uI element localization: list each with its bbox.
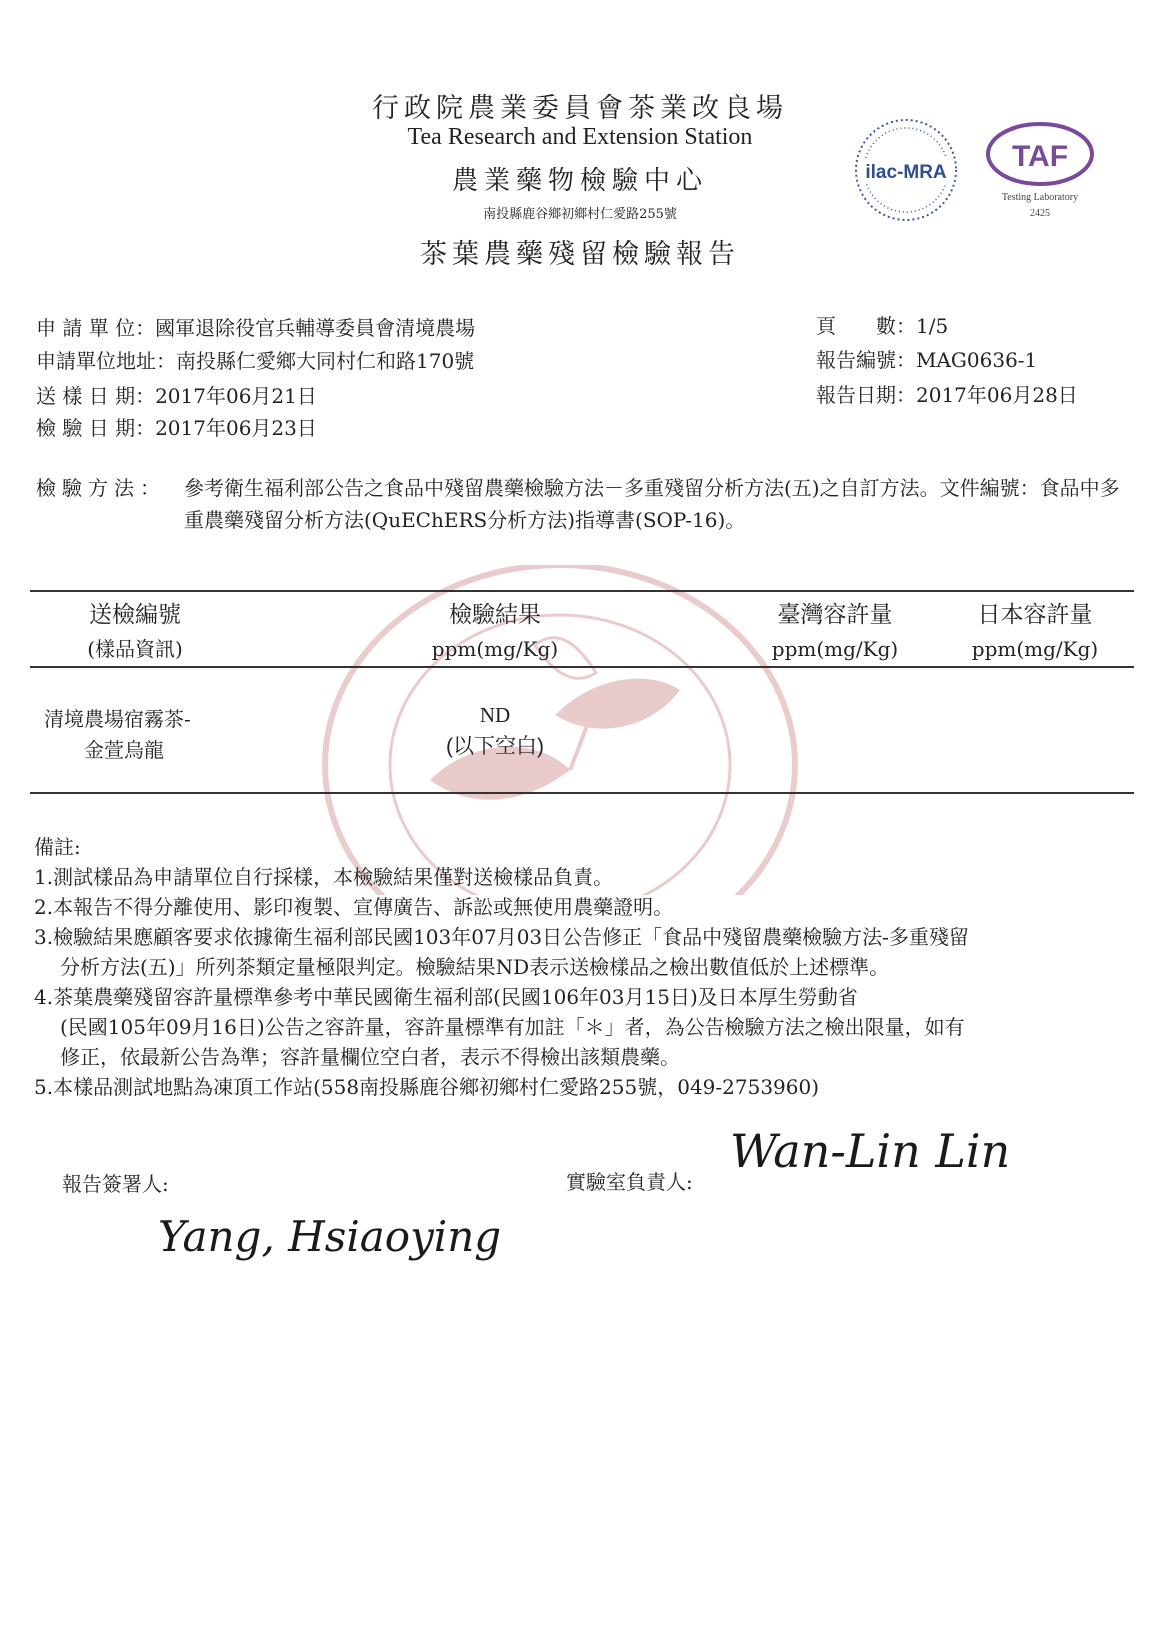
note-item: 分析方法(五)」所列茶類定量極限判定。檢驗結果ND表示送檢樣品之檢出數值低於上述標準。 xyxy=(60,955,890,979)
pages-value: 1/5 xyxy=(916,314,949,338)
sent-date-value: 2017年06月21日 xyxy=(155,384,317,408)
table-top-rule xyxy=(30,590,1134,592)
organization-name-en: Tea Research and Extension Station xyxy=(407,124,753,150)
note-item: 3.檢驗結果應顧客要求依據衛生福利部民國103年07月03日公告修正「食品中殘留農藥檢驗方法-多重殘留 xyxy=(34,925,969,949)
report-signer-label: 報告簽署人: xyxy=(62,1172,169,1196)
lab-head-label: 實驗室負責人: xyxy=(566,1170,693,1194)
col-header-japan-sub: ppm(mg/Kg) xyxy=(971,637,1099,661)
test-date-row xyxy=(36,412,317,441)
report-number-label: 報告編號： xyxy=(816,348,916,372)
result-value: ND xyxy=(479,703,511,727)
notes-section xyxy=(34,832,969,1102)
note-item: 1.測試樣品為申請單位自行採樣，本檢驗結果僅對送檢樣品負責。 xyxy=(34,865,614,889)
col-header-result xyxy=(400,598,590,666)
sample-name-line2: 金萱烏龍 xyxy=(84,738,164,762)
applicant-address-row xyxy=(36,345,474,374)
taf-logo-text: TAF xyxy=(1011,140,1069,173)
col-header-sample-sub: (樣品資訊) xyxy=(87,637,183,661)
blank-below-note: (以下空白) xyxy=(446,735,544,758)
note-item: (民國105年09月16日)公告之容許量，容許量標準有加註「＊」者，為公告檢驗方法之檢出限量，如有 xyxy=(60,1015,965,1039)
applicant-address-value: 南投縣仁愛鄉大同村仁和路170號 xyxy=(176,349,475,373)
inspection-center-name: 農業藥物檢驗中心 xyxy=(451,166,708,196)
applicant-value: 國軍退除役官兵輔導委員會清境農場 xyxy=(155,316,476,340)
note-item: 4.茶葉農藥殘留容許量標準參考中華民國衛生福利部(民國106年03月15日)及日本厚生勞動省 xyxy=(34,985,858,1009)
taf-lab-label: Testing Laboratory xyxy=(1001,192,1079,203)
report-date-row xyxy=(816,379,1078,408)
lab-head-signature: Wan-Lin Lin xyxy=(730,1124,1011,1178)
applicant-address-label: 申請單位地址： xyxy=(36,349,176,373)
pages-row xyxy=(816,310,948,339)
table-header-rule xyxy=(30,666,1134,668)
col-header-sample xyxy=(40,598,230,666)
applicant-row xyxy=(36,312,475,341)
col-header-taiwan-limit xyxy=(740,598,930,666)
report-number-row xyxy=(816,344,1037,373)
test-method-label: 檢驗方法： xyxy=(36,476,166,500)
note-item: 修正，依最新公告為準；容許量欄位空白者，表示不得檢出該類農藥。 xyxy=(60,1045,680,1069)
organization-name-zh: 行政院農業委員會茶業改良場 xyxy=(372,93,788,124)
taf-lab-number: 2425 xyxy=(1030,208,1050,219)
test-date-label: 檢 驗 日 期： xyxy=(36,416,156,440)
notes-title: 備註: xyxy=(34,835,81,859)
taf-logo xyxy=(982,120,1098,224)
sent-date-label: 送 樣 日 期： xyxy=(36,384,156,408)
ilac-logo-text: ilac-MRA xyxy=(865,162,947,183)
col-header-result-main: 檢驗結果 xyxy=(449,602,541,628)
report-number-value: MAG0636-1 xyxy=(916,348,1038,372)
ilac-mra-logo xyxy=(852,116,960,224)
col-header-taiwan-main: 臺灣容許量 xyxy=(777,602,893,628)
sample-name-line1: 清境農場宿霧茶- xyxy=(44,707,191,731)
report-date-label: 報告日期： xyxy=(816,383,916,407)
organization-address: 南投縣鹿谷鄉初鄉村仁愛路255號 xyxy=(483,207,677,222)
report-title: 茶葉農藥殘留檢驗報告 xyxy=(420,239,740,270)
test-method xyxy=(36,472,1134,536)
applicant-label: 申 請 單 位： xyxy=(36,316,156,340)
test-method-text: 參考衛生福利部公告之食品中殘留農藥檢驗方法－多重殘留分析方法(五)之自訂方法。文件編號：食品中多重農藥殘留分析方法(QuEChERS分析方法)指導書(SOP-16)。 xyxy=(184,476,1120,532)
note-item: 5.本樣品測試地點為凍頂工作站(558南投縣鹿谷鄉初鄉村仁愛路255號，049-2753960) xyxy=(34,1075,820,1099)
col-header-japan-main: 日本容許量 xyxy=(977,602,1093,628)
test-date-value: 2017年06月23日 xyxy=(155,416,317,440)
col-header-result-sub: ppm(mg/Kg) xyxy=(431,637,559,661)
report-signer-signature: Yang, Hsiaoying xyxy=(158,1212,502,1261)
col-header-japan-limit xyxy=(940,598,1130,666)
note-item: 2.本報告不得分離使用、影印複製、宣傳廣告、訴訟或無使用農藥證明。 xyxy=(34,895,674,919)
pages-label: 頁 數： xyxy=(816,314,916,338)
result-cell xyxy=(400,700,590,762)
table-row xyxy=(44,704,191,766)
sent-date-row xyxy=(36,380,317,409)
col-header-sample-main: 送檢編號 xyxy=(89,602,181,628)
col-header-taiwan-sub: ppm(mg/Kg) xyxy=(771,637,899,661)
table-bottom-rule xyxy=(30,792,1134,794)
report-date-value: 2017年06月28日 xyxy=(916,383,1078,407)
